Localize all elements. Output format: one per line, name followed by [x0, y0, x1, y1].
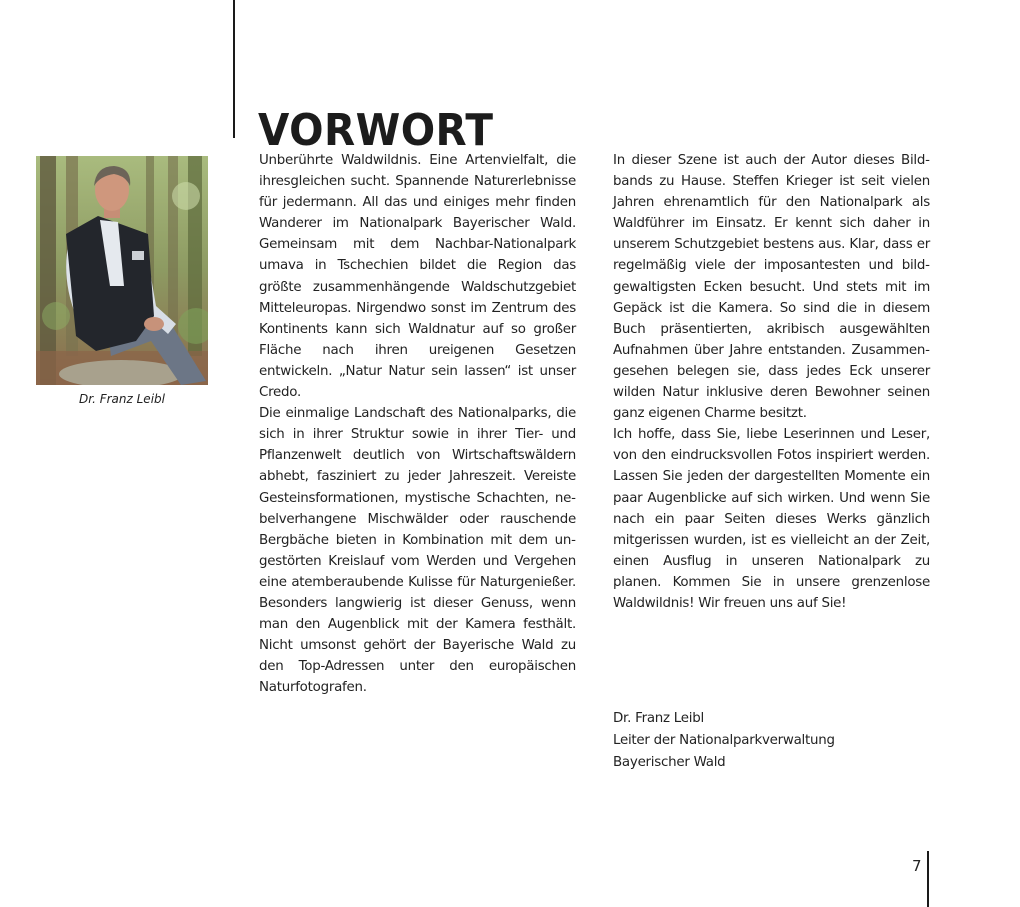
page-title: VORWORT [258, 105, 494, 157]
portrait-photo [36, 156, 208, 385]
vertical-rule-top [233, 0, 235, 138]
text-column-right [613, 150, 930, 614]
paragraph: In dieser Szene ist auch der Autor dieses Bildbands zu Hause. Steffen Krieger ist seit vielen Jahren ehrenamtlich für den Nationalpark als Waldführer im Einsatz. Er kennt sich daher in unserem Schutzgebiet bestens aus. Klar, dass er regelmäßig viele der imposantesten und bildgewaltigsten Ecken besucht. Und stets mit im Gepäck ist die Kamera. So sind die in diesem Buch präsentierten, akribisch ausgewählten Aufnahmen über Jahre entstanden. Zusammengesehen belegen sie, dass jedes Eck unserer wilden Natur inklusive deren Bewohner seinen ganz eigenen Charme besitzt. [613, 153, 930, 422]
signature-name: Dr. Franz Leibl [613, 711, 704, 726]
signature-org: Bayerischer Wald [613, 755, 726, 770]
vertical-rule-bottom [927, 851, 929, 907]
text-column-left [259, 150, 576, 698]
signature-block [613, 708, 835, 774]
paragraph: Ich hoffe, dass Sie, liebe Leserinnen und Leser, von den eindrucksvollen Fotos inspiriert werden. Lassen Sie jeden der dargestellten Momente ein paar Augenblicke auf sich wirken. Und wenn Sie nach ein paar Seiten dieses Werks gänzlich mitgerissen wurden, ist es vielleicht an der Zeit, einen Ausflug in unseren Nationalpark zu planen. Kommen Sie in unsere grenzenlose Waldwildnis! Wir freuen uns auf Sie! [613, 427, 930, 611]
paragraph: Unberührte Waldwildnis. Eine Artenvielfalt, die ihresgleichen sucht. Spannende Naturerlebnisse für jedermann. All das und einiges mehr finden Wanderer im Nationalpark Bayerischer Wald. Gemeinsam mit dem Nachbar-Nationalpark umava in Tschechien bildet die Region das größte zusammenhängende Waldschutzgebiet Mitteleuropas. Nirgendwo sonst im Zentrum des Kontinents kann sich Waldnatur auf so großer Fläche nach ihren ureigenen Gesetzen entwickeln. „Natur Natur sein lassen“ ist unser Credo. [259, 153, 576, 401]
photo-caption: Dr. Franz Leibl [79, 392, 165, 406]
paragraph: Die einmalige Landschaft des Nationalparks, die sich in ihrer Struktur sowie in ihrer Tier- und Pflanzenwelt deutlich von Wirtschaftswäldern abhebt, fasziniert zu jeder Jahreszeit. Vereiste Gesteinsformationen, mystische Schachten, nebelverhangene Mischwälder oder rauschende Bergbäche bieten in Kombination mit dem ungestörten Kreislauf vom Werden und Vergehen eine atemberaubende Kulisse für Naturgenießer. Besonders langwierig ist dieser Genuss, wenn man den Augenblick mit der Kamera festhält. Nicht umsonst gehört der Bayerische Wald zu den Top-Adressen unter den europäischen Naturfotografen. [259, 406, 576, 696]
signature-role: Leiter der Nationalparkverwaltung [613, 733, 835, 748]
page-number: 7 [912, 857, 922, 875]
